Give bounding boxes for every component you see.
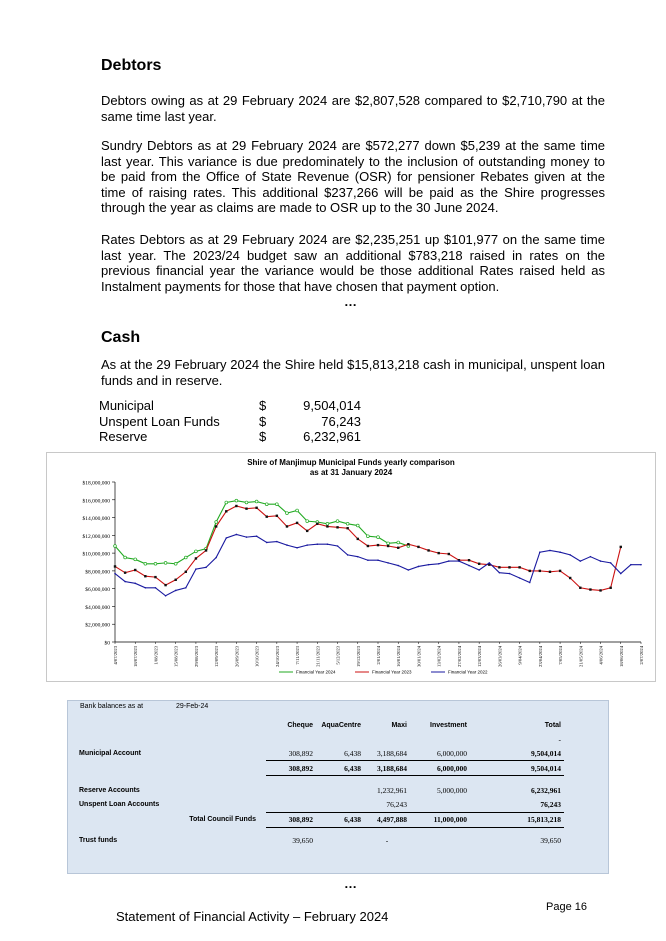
data-point	[387, 562, 389, 564]
col-header: Investment	[430, 721, 467, 729]
data-point	[266, 542, 268, 544]
data-point	[397, 547, 399, 549]
data-point	[255, 500, 258, 503]
cell	[316, 798, 364, 813]
data-point	[276, 515, 278, 517]
chart-canvas	[47, 453, 655, 681]
cell: 3,188,684	[377, 748, 407, 758]
data-point	[468, 559, 470, 561]
data-point	[387, 542, 390, 545]
data-point	[174, 579, 176, 581]
data-point	[256, 535, 258, 537]
fund-row-municipal	[99, 398, 361, 414]
x-tick-label: 18/07/2023	[133, 646, 139, 667]
data-point	[367, 559, 369, 561]
data-point	[357, 556, 359, 558]
data-point	[589, 588, 591, 590]
section-separator-2: …	[344, 876, 358, 891]
data-point	[437, 552, 439, 554]
cell: 5,000,000	[437, 786, 467, 795]
data-point	[296, 522, 298, 524]
cell: 11,000,000	[410, 812, 470, 827]
data-point	[306, 530, 308, 532]
data-point	[336, 520, 339, 523]
cell	[316, 833, 364, 847]
data-point	[397, 541, 400, 544]
data-point	[610, 562, 612, 564]
cell: 308,892	[266, 812, 316, 827]
data-point	[205, 549, 207, 551]
cell: 3,188,684	[364, 761, 410, 776]
data-point	[397, 565, 399, 567]
bank-date: 29-Feb-24	[176, 703, 209, 710]
fund-amount: 76,243	[321, 413, 361, 429]
data-point	[175, 590, 177, 592]
x-tick-label: 2/07/2024	[639, 646, 644, 665]
data-point	[114, 545, 117, 548]
table-row	[76, 761, 564, 776]
y-tick-label: $2,000,000	[85, 622, 110, 629]
data-point	[236, 534, 238, 536]
y-tick-label: $10,000,000	[82, 551, 110, 558]
data-point	[286, 544, 288, 546]
y-tick-label: $4,000,000	[85, 604, 110, 611]
fund-row-reserve	[99, 429, 361, 445]
data-point	[549, 571, 551, 573]
x-tick-label: 21/11/2023	[315, 646, 321, 667]
data-point	[144, 575, 146, 577]
fund-currency: $	[259, 413, 267, 429]
chart-legend	[279, 670, 488, 675]
cell: -	[385, 835, 389, 845]
table-row	[76, 812, 564, 827]
row-label: Municipal Account	[79, 749, 141, 757]
cell: 6,232,961	[531, 786, 561, 795]
data-point	[448, 560, 450, 562]
data-point	[428, 564, 430, 566]
bank-header-row	[76, 718, 564, 732]
cell	[410, 798, 470, 813]
fund-row-unspent-loan	[99, 414, 361, 430]
data-point	[145, 587, 147, 589]
data-point	[306, 544, 308, 546]
data-point	[296, 547, 298, 549]
debtors-paragraph-1: Debtors owing as at 29 February 2024 are $2,807,528 compared to $2,710,790 at the same time last year.	[101, 93, 605, 124]
data-point	[195, 557, 197, 559]
bank-balances-table	[76, 718, 564, 847]
y-tick-label: $6,000,000	[85, 587, 110, 594]
data-point	[600, 560, 602, 562]
data-point	[245, 507, 247, 509]
data-point	[529, 582, 531, 584]
data-point	[377, 559, 379, 561]
data-point	[225, 501, 228, 504]
data-point	[529, 570, 531, 572]
data-point	[215, 557, 217, 559]
data-point	[549, 550, 551, 552]
data-point	[499, 572, 501, 574]
data-point	[468, 565, 470, 567]
x-tick-label: 27/02/2024	[456, 646, 462, 667]
table-row	[76, 784, 564, 798]
dash-mark: -	[558, 734, 561, 744]
data-point	[164, 561, 167, 564]
fund-currency: $	[259, 398, 267, 413]
data-point	[347, 554, 349, 556]
x-tick-label: 24/10/2023	[274, 646, 280, 667]
data-point	[164, 584, 166, 586]
fund-currency: $	[259, 429, 267, 444]
table-row	[76, 833, 564, 847]
cell: 76,243	[540, 800, 561, 809]
debtors-paragraph-3: Rates Debtors as at 29 February 2024 are $2,235,251 up $101,977 on the same time last year. The 2023/24 budget saw an additional $783,218 raised in rates on the previous financial year the variance would be those additional Rates raised held as Instalment payments for those that have chosen that payment option.	[101, 232, 605, 294]
data-point	[124, 581, 126, 583]
fund-summary-table	[99, 398, 361, 445]
cell: 308,892	[266, 761, 316, 776]
fund-label: Municipal	[99, 398, 154, 413]
data-point	[640, 564, 642, 566]
chart-title: Shire of Manjimup Municipal Funds yearly comparison	[247, 458, 455, 467]
x-tick-label: 15/08/2023	[173, 646, 179, 667]
data-point	[427, 549, 429, 551]
fund-amount: 9,504,014	[303, 398, 361, 413]
cell: 39,650	[292, 835, 313, 845]
x-tick-label: 16/01/2024	[396, 646, 402, 667]
y-tick-label: $0	[104, 640, 110, 647]
series-line	[115, 501, 408, 564]
data-point	[367, 545, 369, 547]
data-point	[245, 501, 248, 504]
cell: 6,438	[316, 761, 364, 776]
legend-label: Financial Year 2023	[372, 669, 412, 675]
cell: 4,497,888	[364, 812, 410, 827]
cell: 6,000,000	[437, 748, 467, 758]
cell: 1,232,961	[377, 786, 407, 795]
y-tick-label: $18,000,000	[82, 480, 110, 487]
data-point	[266, 515, 268, 517]
data-point	[195, 550, 198, 553]
x-tick-label: 19/12/2023	[355, 646, 361, 667]
data-point	[306, 520, 309, 523]
data-point	[316, 523, 318, 525]
data-point	[356, 524, 359, 527]
data-point	[559, 570, 561, 572]
y-tick-label: $8,000,000	[85, 569, 110, 576]
data-point	[165, 595, 167, 597]
cell: 308,892	[288, 748, 313, 758]
data-point	[408, 569, 410, 571]
data-point	[458, 560, 460, 562]
data-point	[580, 560, 582, 562]
cell: 6,000,000	[410, 761, 470, 776]
col-header: Total	[544, 721, 561, 729]
cash-heading: Cash	[101, 329, 141, 346]
data-point	[599, 589, 601, 591]
data-point	[346, 522, 349, 525]
data-point	[579, 587, 581, 589]
cell: 6,438	[316, 812, 364, 827]
chart-grid	[112, 482, 641, 644]
cell: 9,504,014	[531, 748, 561, 758]
data-point	[357, 538, 359, 540]
data-point	[488, 562, 490, 564]
data-point	[630, 564, 632, 566]
cell	[410, 833, 470, 847]
row-label: Total Council Funds	[189, 816, 256, 823]
data-point	[559, 551, 561, 553]
data-point	[509, 573, 511, 575]
x-tick-label: 18/06/2024	[618, 646, 624, 667]
data-point	[508, 566, 510, 568]
cash-paragraph: As at the 29 February 2024 the Shire held $15,813,218 cash in municipal, unspent loan funds and in reserve.	[101, 357, 605, 388]
data-point	[377, 536, 380, 539]
x-tick-label: 13/02/2024	[436, 646, 442, 667]
row-label: Unspent Loan Accounts	[79, 801, 160, 809]
data-point	[154, 576, 156, 578]
x-tick-label: 12/03/2024	[477, 646, 483, 667]
data-point	[286, 525, 288, 527]
data-point	[296, 509, 299, 512]
data-point	[144, 562, 147, 565]
bank-caption: Bank balances as at	[80, 703, 144, 710]
cell: 9,504,014	[470, 761, 564, 776]
col-header: Cheque	[287, 721, 313, 729]
data-point	[539, 551, 541, 553]
chart-subtitle: as at 31 January 2024	[309, 468, 393, 477]
x-tick-label: 26/09/2023	[234, 646, 240, 667]
data-point	[326, 522, 329, 525]
x-tick-label: 7/11/2023	[295, 646, 301, 665]
data-point	[185, 571, 187, 573]
data-point	[387, 545, 389, 547]
data-point	[478, 569, 480, 571]
y-tick-label: $16,000,000	[82, 498, 110, 505]
x-tick-label: 5/12/2023	[335, 646, 341, 665]
data-point	[518, 566, 520, 568]
x-tick-label: 1/08/2023	[153, 646, 159, 665]
fund-label: Unspent Loan Funds	[99, 413, 220, 429]
data-point	[195, 568, 197, 570]
bank-balances-panel	[67, 700, 609, 874]
data-point	[215, 521, 218, 524]
data-point	[590, 556, 592, 558]
data-point	[225, 510, 227, 512]
x-tick-label: 4/06/2024	[598, 646, 604, 665]
cell: 39,650	[540, 835, 561, 845]
data-point	[366, 535, 369, 538]
y-tick-label: $14,000,000	[82, 516, 110, 523]
data-point	[154, 562, 157, 565]
data-point	[327, 543, 329, 545]
data-point	[276, 541, 278, 543]
legend-label: Financial Year 2022	[448, 669, 488, 675]
debtors-heading: Debtors	[101, 57, 162, 74]
data-point	[336, 526, 338, 528]
data-point	[124, 556, 127, 559]
data-point	[134, 583, 136, 585]
x-tick-label: 21/05/2024	[578, 646, 584, 667]
table-row	[76, 798, 564, 813]
footer-title: Statement of Financial Activity – February 2024	[116, 909, 389, 924]
data-point	[246, 536, 248, 538]
x-tick-label: 12/09/2023	[214, 646, 220, 667]
page-number: Page 16	[546, 901, 587, 913]
data-point	[185, 587, 187, 589]
table-row	[76, 746, 564, 761]
data-point	[498, 566, 500, 568]
data-point	[438, 563, 440, 565]
data-point	[539, 570, 541, 572]
data-point	[275, 503, 278, 506]
data-point	[134, 569, 136, 571]
data-point	[478, 563, 480, 565]
data-point	[225, 537, 227, 539]
data-point	[124, 571, 126, 573]
x-tick-label: 4/07/2023	[113, 646, 118, 665]
chart-y-axis	[83, 480, 111, 647]
data-point	[215, 525, 217, 527]
data-point	[418, 566, 420, 568]
data-point	[407, 543, 409, 545]
x-tick-label: 29/08/2023	[193, 646, 199, 667]
fund-label: Reserve	[99, 429, 148, 444]
data-point	[114, 573, 116, 575]
data-point	[265, 503, 268, 506]
cell: 6,438	[344, 748, 361, 758]
data-point	[114, 565, 116, 567]
data-point	[519, 577, 521, 579]
municipal-funds-chart	[46, 452, 656, 682]
data-point	[205, 567, 207, 569]
data-point	[337, 545, 339, 547]
x-tick-label: 9/04/2024	[517, 646, 523, 665]
data-point	[377, 544, 379, 546]
col-header: AquaCentre	[321, 721, 361, 729]
y-tick-label: $12,000,000	[82, 533, 110, 540]
data-point	[134, 558, 137, 561]
data-point	[448, 553, 450, 555]
data-point	[286, 512, 289, 515]
data-point	[569, 554, 571, 556]
chart-x-axis	[113, 645, 644, 667]
cell	[266, 798, 316, 813]
debtors-paragraph-2: Sundry Debtors as at 29 February 2024 are $572,277 down $5,239 at the same time last year. This variance is due predominately to the inclusion of outstanding money to be paid from the Office of State Revenue (OSR) for pensioner Rebates given at the time of raising rates. This additional $237,266 will be paid as the Shire progresses through the year as claims are made to OSR up to the 30 June 2024.	[101, 138, 605, 215]
data-point	[235, 505, 237, 507]
data-point	[417, 546, 419, 548]
row-label: Reserve Accounts	[79, 787, 140, 794]
x-tick-label: 10/10/2023	[254, 646, 260, 667]
fund-amount: 6,232,961	[303, 429, 361, 444]
section-separator: …	[344, 294, 358, 309]
cell	[316, 784, 364, 798]
row-label: Trust funds	[79, 836, 118, 844]
cell	[266, 784, 316, 798]
data-point	[620, 573, 622, 575]
data-point	[174, 562, 177, 565]
cell: 76,243	[386, 800, 407, 809]
x-tick-label: 23/04/2024	[537, 646, 543, 667]
chart-series	[114, 499, 642, 596]
x-tick-label: 30/01/2024	[416, 646, 422, 667]
x-tick-label: 26/03/2024	[497, 646, 503, 667]
x-tick-label: 2/01/2024	[376, 646, 381, 665]
legend-label: Financial Year 2024	[296, 669, 336, 675]
data-point	[609, 587, 611, 589]
cell: 15,813,218	[470, 812, 564, 827]
x-tick-label: 7/05/2024	[558, 646, 564, 665]
data-point	[317, 543, 319, 545]
data-point	[184, 556, 187, 559]
data-point	[569, 577, 571, 579]
data-point	[255, 507, 257, 509]
data-point	[235, 499, 238, 502]
data-point	[326, 525, 328, 527]
series-line	[115, 534, 641, 595]
col-header: Maxi	[391, 721, 407, 729]
data-point	[346, 527, 348, 529]
data-point	[155, 587, 157, 589]
data-point	[620, 546, 622, 548]
